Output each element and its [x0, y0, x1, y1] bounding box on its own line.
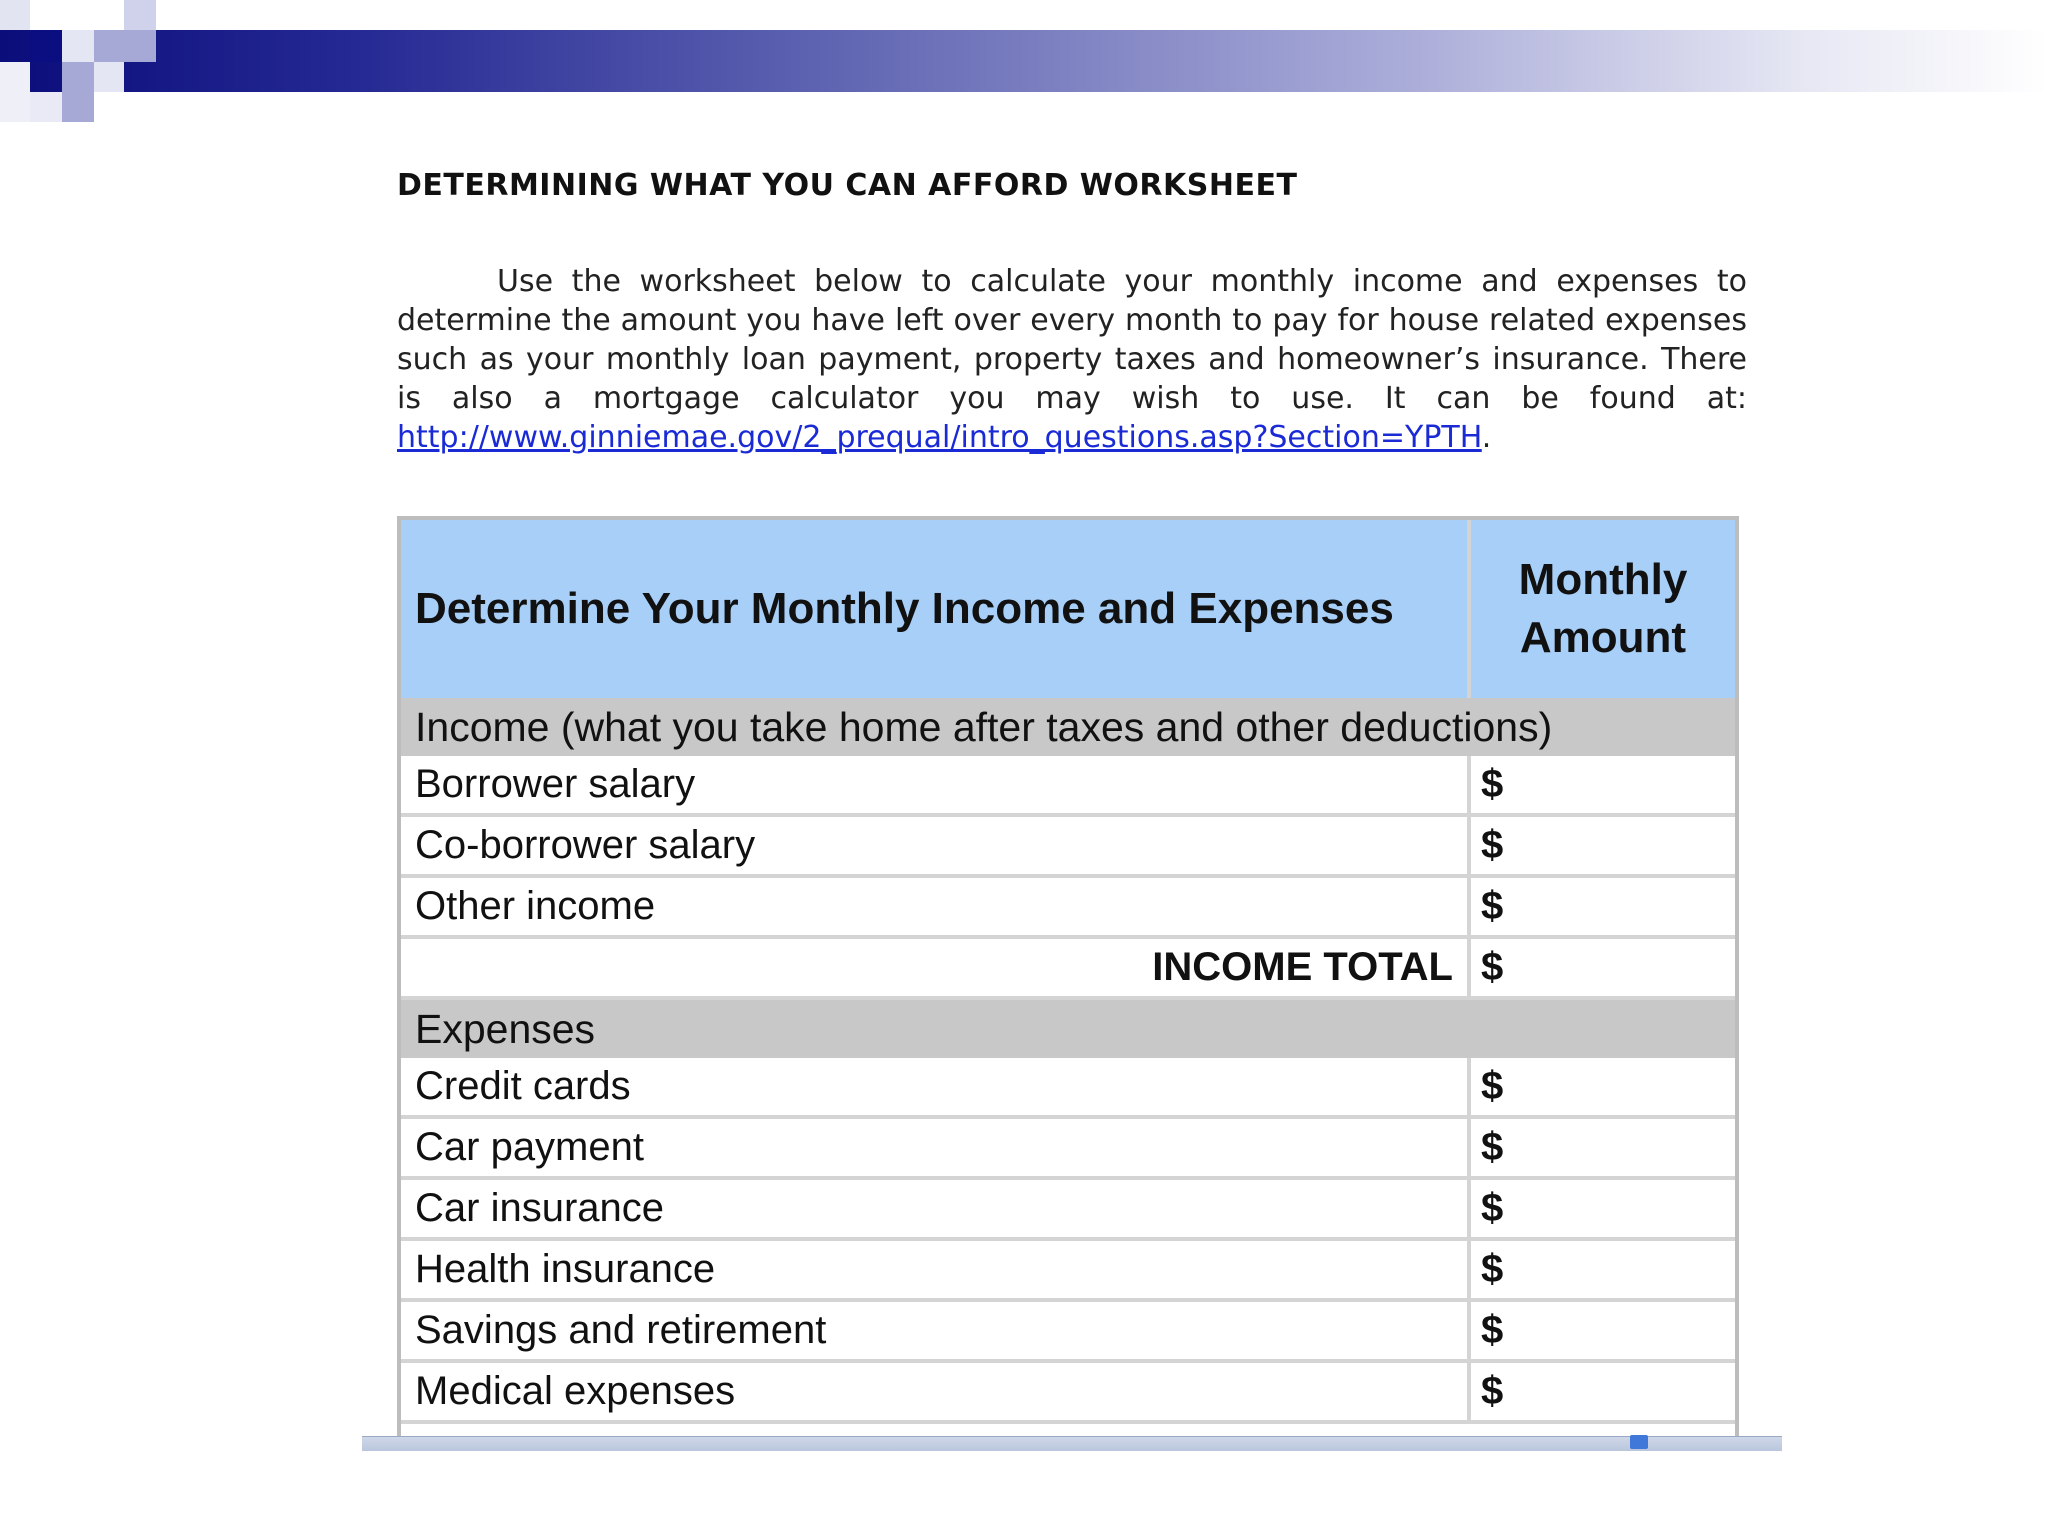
expenses-section-label: Expenses — [401, 998, 1735, 1058]
decor-square — [0, 0, 30, 30]
ginniemae-link[interactable]: http://www.ginniemae.gov/2_prequal/intro_questions.asp?Section=YPTH — [397, 420, 1482, 455]
decor-square — [94, 62, 124, 92]
row-label-car-insurance: Car insurance — [401, 1178, 1469, 1239]
amount-input-health-insurance[interactable]: $ — [1469, 1239, 1735, 1300]
intro-paragraph — [397, 262, 1747, 457]
decor-square — [0, 62, 30, 122]
row-label-medical-expenses: Medical expenses — [401, 1361, 1469, 1422]
table-row — [401, 876, 1735, 937]
row-label-savings-retirement: Savings and retirement — [401, 1300, 1469, 1361]
decor-square — [124, 0, 156, 30]
table-row — [401, 1239, 1735, 1300]
decor-square — [62, 92, 94, 122]
row-label-car-payment: Car payment — [401, 1117, 1469, 1178]
table-row — [401, 1117, 1735, 1178]
row-label-health-insurance: Health insurance — [401, 1239, 1469, 1300]
decor-square — [62, 62, 94, 92]
amount-input-borrower-salary[interactable]: $ — [1469, 756, 1735, 815]
slide-top-band — [0, 30, 2048, 92]
intro-text: Use the worksheet below to calculate your monthly income and expenses to determine the amount you have left over every month to pay for house related expenses such as your monthly loan payment, property taxes and homeowner’s insurance. There is also a mortgage calculator you may wish to use. It can be found at: — [397, 264, 1747, 416]
worksheet-title: DETERMINING WHAT YOU CAN AFFORD WORKSHEET — [397, 168, 1298, 203]
decor-square — [94, 30, 156, 62]
table-row — [401, 1361, 1735, 1422]
decor-square — [62, 30, 94, 62]
row-label-co-borrower-salary: Co-borrower salary — [401, 815, 1469, 876]
intro-tail: . — [1481, 420, 1492, 455]
table-row — [401, 1300, 1735, 1361]
amount-input-credit-cards[interactable]: $ — [1469, 1058, 1735, 1117]
toolbar-scroll-nub — [1630, 1435, 1648, 1449]
amount-input-savings-retirement[interactable]: $ — [1469, 1300, 1735, 1361]
amount-input-car-payment[interactable]: $ — [1469, 1117, 1735, 1178]
header-monthly-amount: Monthly Amount — [1469, 520, 1735, 698]
header-label: Determine Your Monthly Income and Expenses — [401, 520, 1469, 698]
row-label-other-income: Other income — [401, 876, 1469, 937]
income-total-label: INCOME TOTAL — [401, 937, 1469, 998]
income-total-row — [401, 937, 1735, 998]
amount-input-income-total[interactable]: $ — [1469, 937, 1735, 998]
row-label-credit-cards: Credit cards — [401, 1058, 1469, 1117]
table-row — [401, 756, 1735, 815]
income-section-label: Income (what you take home after taxes and other deductions) — [401, 698, 1735, 756]
amount-input-car-insurance[interactable]: $ — [1469, 1178, 1735, 1239]
decor-square — [30, 30, 62, 62]
table-row — [401, 1178, 1735, 1239]
decor-square — [30, 92, 62, 122]
worksheet-table-container — [397, 516, 1739, 1436]
table-row — [401, 815, 1735, 876]
expenses-section-row — [401, 998, 1735, 1058]
income-section-row — [401, 698, 1735, 756]
worksheet-table — [401, 520, 1735, 1424]
table-row — [401, 1058, 1735, 1117]
row-label-borrower-salary: Borrower salary — [401, 756, 1469, 815]
clipped-toolbar-strip — [362, 1436, 1782, 1451]
amount-input-medical-expenses[interactable]: $ — [1469, 1361, 1735, 1422]
amount-input-co-borrower-salary[interactable]: $ — [1469, 815, 1735, 876]
amount-input-other-income[interactable]: $ — [1469, 876, 1735, 937]
table-header-row — [401, 520, 1735, 698]
